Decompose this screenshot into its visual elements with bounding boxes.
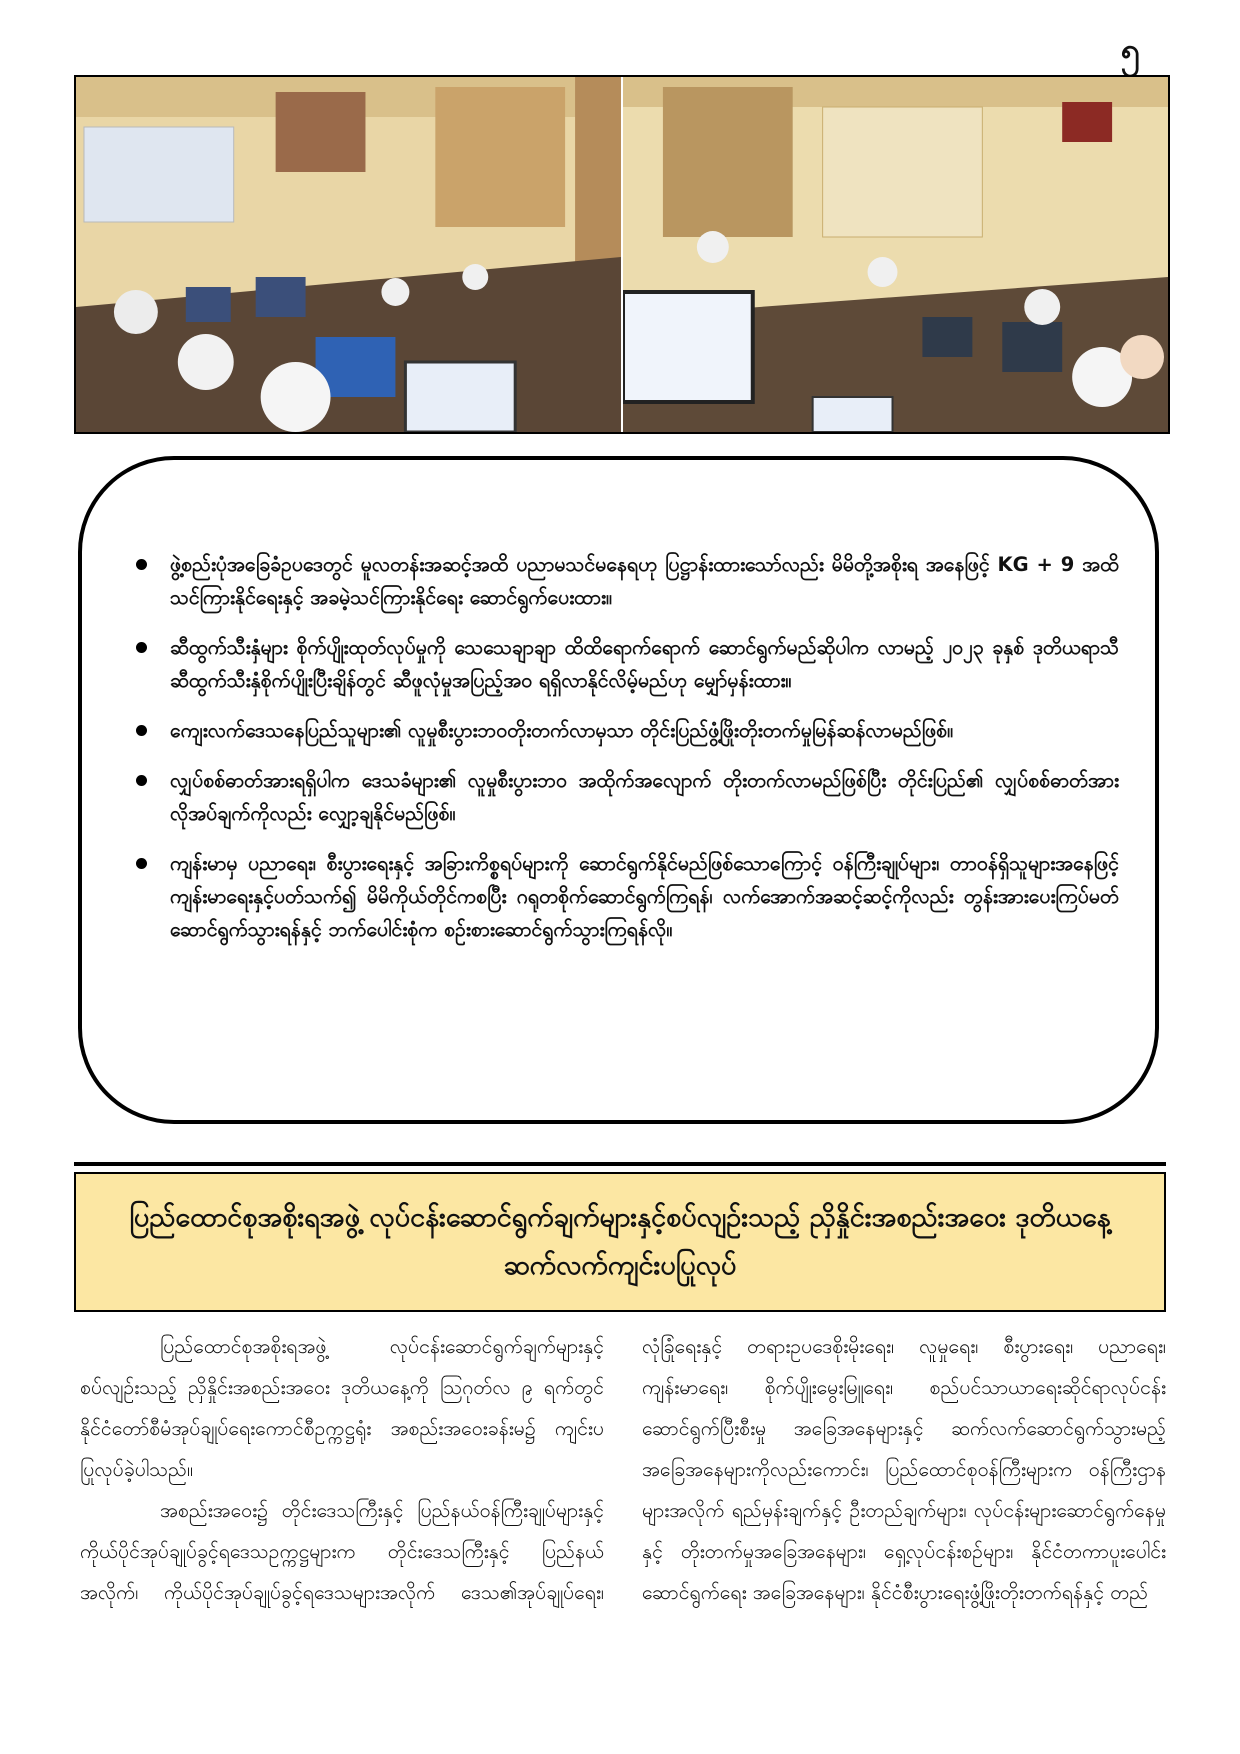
highlight-text: လျှပ်စစ်ဓာတ်အားရရှိပါက ဒေသခံများ၏ လူမှုစီးပွားဘဝ အထိုက်အလျောက် တိုးတက်လာမည်ဖြစ်ပြီး တိုင်းပြည်၏ လျှပ်စစ်ဓာတ်အားလိုအပ်ချက်ကိုလည်း လျှော့ချနိုင်မည်ဖြစ်။: [170, 769, 1119, 825]
highlight-text: ဆီထွက်သီးနှံများ စိုက်ပျိုးထုတ်လုပ်မှုကို သေသေချာချာ ထိထိရောက်ရောက် ဆောင်ရွက်မည်ဆိုပါက လာမည့် ၂၀၂၃ ခုနှစ် ဒုတိယရာသီ ဆီထွက်သီးနှံစိုက်ပျိုးပြီးချိန်တွင် ဆီဖူလုံမှုအပြည့်အဝ ရရှိလာနိုင်လိမ့်မည်ဟု မျှော်မှန်းထား။: [170, 636, 1119, 692]
section-divider: [74, 1162, 1166, 1166]
article-paragraph: ပြည်ထောင်စုအစိုးရအဖွဲ့ လုပ်ငန်းဆောင်ရွက်ချက်များနှင့်စပ်လျဉ်းသည့် ညှိနှိုင်းအစည်းအဝေး ဒုတိယနေ့ကို ဩဂုတ်လ ၉ ရက်တွင် နိုင်ငံတော်စီမံအုပ်ချုပ်ရေးကောင်စီဥက္ကဋ္ဌရုံး အစည်းအဝေးခန်းမ၌ ကျင်းပပြုလုပ်ခဲ့ပါသည်။: [80, 1335, 604, 1481]
list-item: [122, 548, 1119, 614]
list-item: [122, 847, 1119, 946]
list-item: [122, 631, 1119, 697]
highlight-text: ကျေးလက်ဒေသနေပြည်သူများ၏ လူမှုစီးပွားဘဝတိုးတက်လာမှသာ တိုင်းပြည်ဖွံ့ဖြိုးတိုးတက်မှုမြန်ဆန်လာမည်ဖြစ်။: [170, 719, 953, 742]
list-item: [122, 764, 1119, 830]
bullet-icon: [136, 642, 147, 653]
meeting-room-photo-icon: [76, 77, 621, 432]
meeting-room-photo-icon: [623, 77, 1168, 432]
article-body: [80, 1326, 1166, 1666]
highlights-box: [78, 456, 1159, 1124]
meeting-photo-left: [76, 77, 621, 432]
list-item: [122, 714, 1119, 747]
bullet-icon: [136, 725, 147, 736]
headline-box: [74, 1172, 1166, 1312]
meeting-photo-right: [621, 77, 1168, 432]
bullet-icon: [136, 858, 147, 869]
bullet-icon: [136, 559, 147, 570]
page-number: ၅: [1120, 31, 1140, 71]
article-paragraph: အစည်းအဝေး၌ တိုင်းဒေသကြီးနှင့် ပြည်နယ်ဝန်ကြီးချုပ်များနှင့် ကိုယ်ပိုင်အုပ်ချုပ်ခွင့်ရဒေသဥက္ကဋ္ဌများက တိုင်းဒေသကြီးနှင့် ပြည်နယ်အလိုက်၊ ကိုယ်ပိုင်အုပ်ချုပ်ခွင့်ရဒေသများအလိုက် ဒေသ၏အုပ်ချုပ်ရေး၊ လုံခြုံရေးနှင့် တရားဥပဒေစိုးမိုးရေး၊ လူမှုရေး၊ စီးပွားရေး၊ ပညာရေး၊ ကျန်းမာရေး၊ စိုက်ပျိုးမွေးမြူရေး၊ စည်ပင်သာယာရေးဆိုင်ရာလုပ်ငန်းဆောင်ရွက်ပြီးစီးမှု အခြေအနေများနှင့် ဆက်လက်ဆောင်ရွက်သွားမည့် အခြေအနေများကိုလည်းကောင်း၊ ပြည်ထောင်စုဝန်ကြီးများက ဝန်ကြီးဌာနများအလိုက် ရည်မှန်းချက်နှင့် ဦးတည်ချက်များ၊ လုပ်ငန်းများဆောင်ရွက်နေမှုနှင့် တိုးတက်မှုအခြေအနေများ၊ ရှေ့လုပ်ငန်းစဉ်များ၊ နိုင်ငံတကာပူးပေါင်းဆောင်ရွက်ရေး အခြေအနေများ၊ နိုင်ငံစီးပွားရေးဖွံ့ဖြိုးတိုးတက်ရန်နှင့် တည်: [80, 1335, 1166, 1604]
highlight-text: ဖွဲ့စည်းပုံအခြေခံဥပဒေတွင် မူလတန်းအဆင့်အထိ ပညာမသင်မနေရဟု ပြဋ္ဌာန်းထားသော်လည်း မိမိတို့အစိုးရ အနေဖြင့် KG + 9 အထိ သင်ကြားနိုင်ရေးနှင့် အခမဲ့သင်ကြားနိုင်ရေး ဆောင်ရွက်ပေးထား။: [170, 553, 1119, 609]
highlight-text: ကျန်းမာမှ ပညာရေး၊ စီးပွားရေးနှင့် အခြားကိစ္စရပ်များကို ဆောင်ရွက်နိုင်မည်ဖြစ်သောကြောင့် ဝန်ကြီးချုပ်များ၊ တာဝန်ရှိသူများအနေဖြင့် ကျန်းမာရေးနှင့်ပတ်သက်၍ မိမိကိုယ်တိုင်ကစပြီး ဂရုတစိုက်ဆောင်ရွက်ကြရန်၊ လက်အောက်အဆင့်ဆင့်ကိုလည်း တွန်းအားပေးကြပ်မတ်ဆောင်ရွက်သွားရန်နှင့် ဘက်ပေါင်းစုံက စဉ်းစားဆောင်ရွက်သွားကြရန်လို။: [170, 852, 1119, 941]
article-headline: ပြည်ထောင်စုအစိုးရအဖွဲ့ လုပ်ငန်းဆောင်ရွက်ချက်များနှင့်စပ်လျဉ်းသည့် ညှိနှိုင်းအစည်းအဝေး ဒုတိယနေ့ ဆက်လက်ကျင်းပပြုလုပ်: [129, 1202, 1111, 1281]
highlights-list: [122, 548, 1119, 946]
bullet-icon: [136, 775, 147, 786]
photo-strip: [74, 75, 1170, 434]
